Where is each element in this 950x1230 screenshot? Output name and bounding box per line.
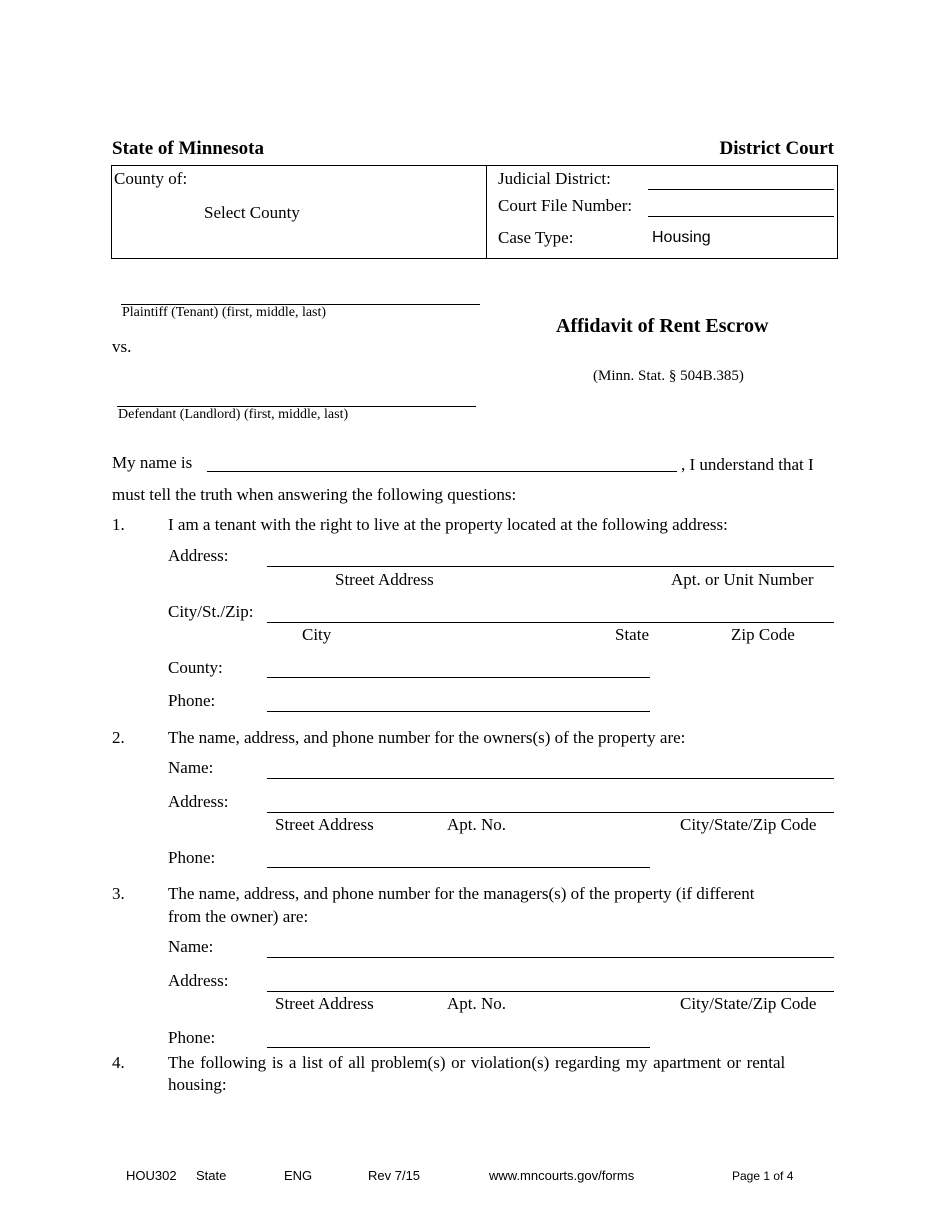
caption-box-divider	[486, 165, 487, 259]
q1-street-caption: Street Address	[335, 570, 434, 589]
q1-city-caption: City	[302, 625, 332, 644]
footer-form-id: HOU302	[126, 1168, 177, 1183]
q1-phone-label: Phone:	[168, 691, 216, 710]
q1-number: 1.	[112, 515, 125, 534]
q3-name-label: Name:	[168, 937, 214, 956]
footer-jurisdiction: State	[196, 1168, 227, 1183]
q1-apt-caption: Apt. or Unit Number	[671, 570, 814, 589]
q1-text: I am a tenant with the right to live at the property located at the following address:	[168, 515, 728, 534]
q3-text-line-2: from the owner) are:	[168, 907, 309, 926]
case-type-label: Case Type:	[498, 228, 574, 247]
q2-csz-caption: City/State/Zip Code	[680, 815, 817, 834]
q1-county-input[interactable]	[267, 677, 650, 678]
q1-address-label: Address:	[168, 546, 229, 565]
q1-city-state-zip-input[interactable]	[267, 622, 834, 623]
q2-name-label: Name:	[168, 758, 214, 777]
q1-zip-caption: Zip Code	[731, 625, 795, 644]
q2-apt-caption: Apt. No.	[447, 815, 507, 834]
judicial-district-input[interactable]	[648, 189, 834, 190]
county-select[interactable]: Select County	[204, 203, 300, 222]
q1-state-caption: State	[615, 625, 649, 644]
q3-csz-caption: City/State/Zip Code	[680, 994, 817, 1013]
q4-text-line-2: housing:	[168, 1075, 227, 1094]
q3-street-caption: Street Address	[275, 994, 374, 1013]
intro-line-2: must tell the truth when answering the following questions:	[112, 485, 517, 504]
q3-phone-label: Phone:	[168, 1028, 216, 1047]
footer-url[interactable]: www.mncourts.gov/forms	[489, 1168, 635, 1183]
q2-street-caption: Street Address	[275, 815, 374, 834]
county-label: County of:	[114, 169, 188, 188]
q2-address-input[interactable]	[267, 812, 834, 813]
q2-number: 2.	[112, 728, 125, 747]
statute-reference: (Minn. Stat. § 504B.385)	[593, 368, 744, 384]
q3-name-input[interactable]	[267, 957, 834, 958]
q2-address-label: Address:	[168, 792, 229, 811]
state-heading: State of Minnesota	[112, 138, 264, 159]
q3-address-input[interactable]	[267, 991, 834, 992]
q3-apt-caption: Apt. No.	[447, 994, 507, 1013]
footer-revision: Rev 7/15	[368, 1168, 421, 1183]
footer-language: ENG	[284, 1168, 313, 1183]
judicial-district-label: Judicial District:	[498, 169, 611, 188]
court-file-number-label: Court File Number:	[498, 196, 633, 215]
footer-page-number: Page 1 of 4	[732, 1169, 794, 1183]
q2-phone-input[interactable]	[267, 867, 650, 868]
intro-suffix: , I understand that I	[681, 455, 814, 474]
defendant-label: Defendant (Landlord) (first, middle, last)	[118, 407, 349, 422]
q4-number: 4.	[112, 1053, 125, 1072]
q2-name-input[interactable]	[267, 778, 834, 779]
q2-text: The name, address, and phone number for the owners(s) of the property are:	[168, 728, 686, 747]
affiant-name-input[interactable]	[207, 471, 677, 472]
q1-phone-input[interactable]	[267, 711, 650, 712]
q3-address-label: Address:	[168, 971, 229, 990]
q3-phone-input[interactable]	[267, 1047, 650, 1048]
q3-text-line-1: The name, address, and phone number for the managers(s) of the property (if different	[168, 884, 755, 903]
q1-address-input[interactable]	[267, 566, 834, 567]
court-heading: District Court	[719, 138, 834, 159]
q3-number: 3.	[112, 884, 125, 903]
q2-phone-label: Phone:	[168, 848, 216, 867]
case-type-value: Housing	[652, 229, 711, 246]
q4-text-line-1: The following is a list of all problem(s) or violation(s) regarding my apartment or rental	[168, 1053, 786, 1072]
q1-county-label: County:	[168, 658, 223, 677]
form-title: Affidavit of Rent Escrow	[556, 315, 769, 337]
plaintiff-label: Plaintiff (Tenant) (first, middle, last)	[122, 305, 327, 320]
q1-city-label: City/St./Zip:	[168, 602, 254, 621]
court-file-number-input[interactable]	[648, 216, 834, 217]
intro-prefix: My name is	[112, 453, 193, 472]
versus-text: vs.	[112, 337, 132, 356]
